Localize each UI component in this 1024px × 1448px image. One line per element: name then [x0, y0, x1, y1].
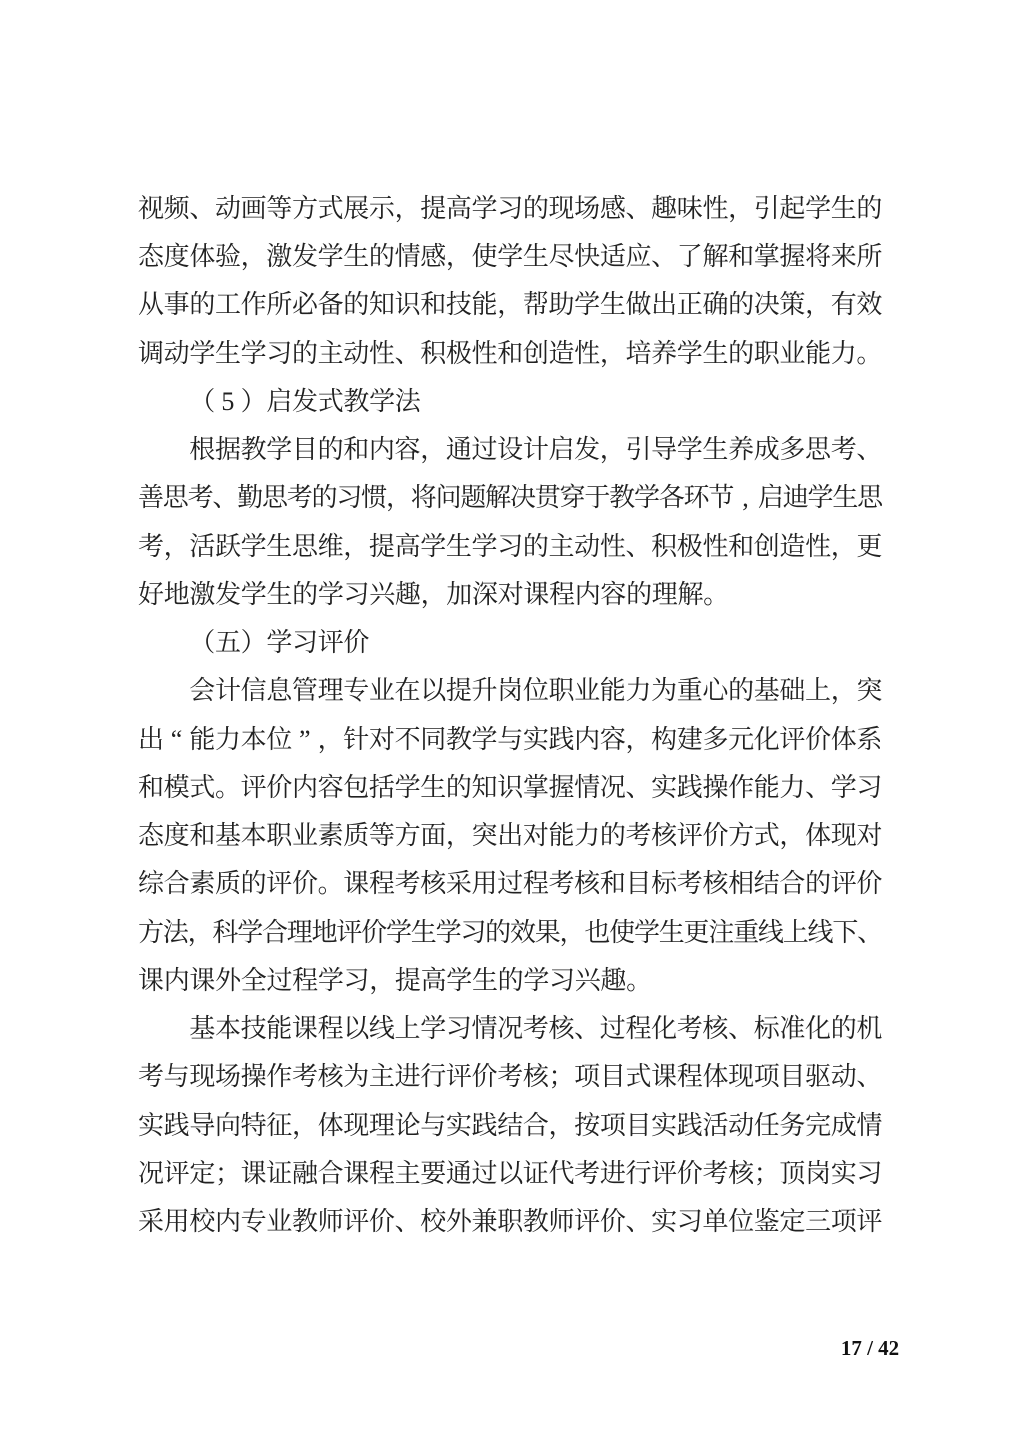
text-line: 态 度 和 基 本 职 业 素 质 等 方 面 ， 突 出 对 能 力 的 考 核 评 价 方 式 ， 体 现 对 — [138, 821, 883, 851]
text-line: 方 法 ， 科 学 合 理 地 评 价 学 生 学 习 的 效 果 ， 也 使 学 生 更 注 重 线 上 线 下 、 — [138, 917, 884, 947]
text-line: 会 计 信 息 管 理 专 业 在 以 提 升 岗 位 职 业 能 力 为 重 心 的 基 础 上 ， 突 — [189, 676, 883, 706]
text-line: 出 “ 能 力 本 位 ” ， 针 对 不 同 教 学 与 实 践 内 容 ， 构 建 多 元 化 评 价 体 系 — [138, 724, 883, 754]
text-line: 善 思 考 、 勤 思 考 的 习 惯 ， 将 问 题 解 决 贯 穿 于 教 学 各 环 节 , 启 迪 学 生 思 — [138, 483, 884, 513]
text-line: 好 地 激 发 学 生 的 学 习 兴 趣 ， 加 深 对 课 程 内 容 的 理 解 。 — [138, 579, 730, 609]
text-line: 考 ， 活 跃 学 生 思 维 ， 提 高 学 生 学 习 的 主 动 性 、 积 极 性 和 创 造 性 ， 更 — [138, 531, 883, 561]
section-heading: （ 5 ） 启 发 式 教 学 法 — [189, 386, 421, 416]
text-line: 基 本 技 能 课 程 以 线 上 学 习 情 况 考 核 、 过 程 化 考 核 、 标 准 化 的 机 — [189, 1014, 883, 1044]
text-line: 从 事 的 工 作 所 必 备 的 知 识 和 技 能 ， 帮 助 学 生 做 出 正 确 的 决 策 ， 有 效 — [138, 290, 883, 320]
text-line: 况 评 定 ； 课 证 融 合 课 程 主 要 通 过 以 证 代 考 进 行 评 价 考 核 ； 顶 岗 实 习 — [138, 1158, 883, 1188]
text-line: 实 践 导 向 特 征 ， 体 现 理 论 与 实 践 结 合 ， 按 项 目 实 践 活 动 任 务 完 成 情 — [138, 1110, 883, 1140]
page-number: 17 / 42 — [840, 1336, 900, 1360]
text-line: 课 内 课 外 全 过 程 学 习 ， 提 高 学 生 的 学 习 兴 趣 。 — [138, 965, 653, 995]
text-line: 采 用 校 内 专 业 教 师 评 价 、 校 外 兼 职 教 师 评 价 、 实 习 单 位 鉴 定 三 项 评 — [138, 1207, 883, 1237]
text-line: 考 与 现 场 操 作 考 核 为 主 进 行 评 价 考 核 ； 项 目 式 课 程 体 现 项 目 驱 动 、 — [138, 1062, 883, 1092]
text-line: 根 据 教 学 目 的 和 内 容 ， 通 过 设 计 启 发 ， 引 导 学 生 养 成 多 思 考 、 — [189, 435, 883, 465]
section-heading: （ 五 ） 学 习 评 价 — [189, 628, 370, 658]
text-line: 和 模 式 。 评 价 内 容 包 括 学 生 的 知 识 掌 握 情 况 、 实 践 操 作 能 力 、 学 习 — [138, 772, 883, 802]
page-body-text — [138, 185, 882, 1247]
text-line: 视 频 、 动 画 等 方 式 展 示 ， 提 高 学 习 的 现 场 感 、 趣 味 性 ， 引 起 学 生 的 — [138, 193, 883, 223]
text-line: 态 度 体 验 ， 激 发 学 生 的 情 感 ， 使 学 生 尽 快 适 应 、 了 解 和 掌 握 将 来 所 — [138, 242, 883, 272]
text-line: 综 合 素 质 的 评 价 。 课 程 考 核 采 用 过 程 考 核 和 目 标 考 核 相 结 合 的 评 价 — [138, 869, 883, 899]
text-line: 调 动 学 生 学 习 的 主 动 性 、 积 极 性 和 创 造 性 ， 培 养 学 生 的 职 业 能 力 。 — [138, 338, 883, 368]
